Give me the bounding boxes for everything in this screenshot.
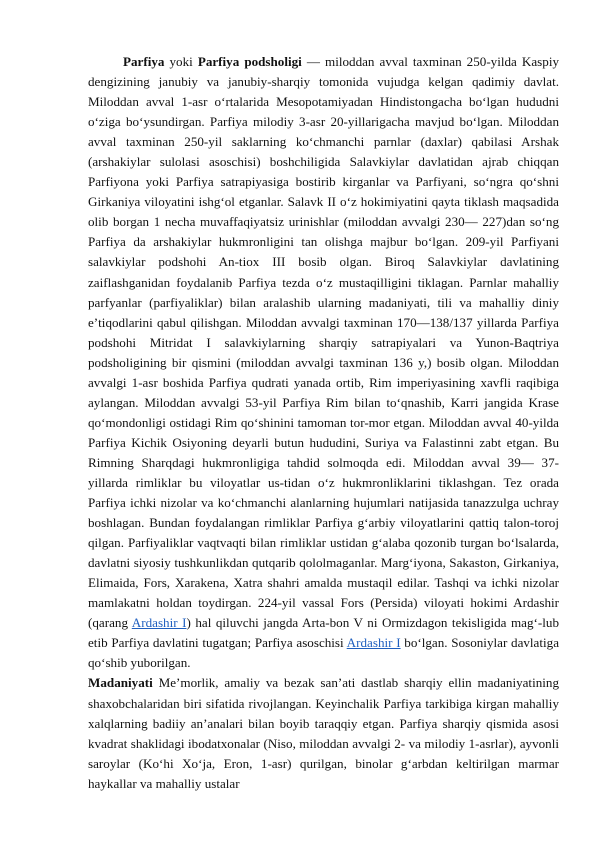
link-ardashir-1[interactable]: Ardashir I <box>131 615 187 631</box>
culture-text: Meʼmorlik, amaliy va bezak sanʼati dastlab sharqiy ellin madaniyatining shaxobchalaridan biri sifatida rivojlangan. Keyinchalik Parfiya tarkibiga kirgan mahalliy xalqlarning badiiy anʼanalari bilan boyib taraqqiy etgan. Parfiya sharqiy qismida asosi kvadrat shaklidagi ibodatxonalar (Niso, miloddan avvalgi 2- va milodiy 1-asrlar), ayvonli saroylar (Koʻhi Xoʻja, Eron, 1-asr) qurilgan, binolar gʻarbdan keltirilgan marmar haykallar va mahalliy ustalar <box>88 675 559 791</box>
link-ardashir-2[interactable]: Ardashir I <box>346 635 401 651</box>
heading-madaniyati: Madaniyati <box>88 675 153 691</box>
term-parfiya: Parfiya <box>123 54 165 69</box>
history-text: — miloddan avval taxminan 250-yilda Kaspiy dengizining janubiy va janubiy-sharqiy tomonida vujudga kelgan qadimiy davlat. Miloddan avval 1-asr oʻrtalarida Mesopotamiyadan Hindistongacha boʻlgan hududni oʻziga boʻysundirgan. Parfiya milodiy 3-asr 20-yillarigacha mavjud boʻlgan. Miloddan avval taxminan 250-yil saklarning koʻchmanchi parnlar (daxlar) qabilasi Arshak (arshakiylar sulolasi asoschisi) boshchiligida Salavkiylar davlatidan ajrab chiqqan Parfiyona yoki Parfiya satrapiyasiga bostirib kirganlar va Parfiyani, soʻngra qoʻshni Girkaniya viloyatini ishgʻol etganlar. Salavk II oʻz hokimiyatini qayta tiklash maqsadida olib borgan 1 necha muvaffaqiyatsiz urinishlar (miloddan avvalgi 230— 227)dan soʻng Parfiya da arshakiylar hukmronligini tan olishga majbur boʻlgan. 209-yil Parfiyani salavkiylar podshohi An-tiox III bosib olgan. Biroq Salavkiylar davlatining zaiflashganidan foydalanib Parfiya tezda oʻz mustaqilligini tiklagan. Parnlar mahalliy parfyanlar (parfiyaliklar) bilan aralashib ularning madaniyati, tili va mahalliy diniy eʼtiqodlarini qabul qilishgan. Miloddan avvalgi taxminan 170—138/137 yillarda Parfiya podshohi Mitridat I salavkiylarning sharqiy satrapiyalari va Yunon-Baqtriya podsholigining bir qismini (miloddan avvalgi taxminan 136 y,) bosib olgan. Miloddan avvalgi 1-asr boshida Parfiya qudrati yanada ortib, Rim imperiyasining xavfli raqibiga aylangan. Miloddan avvalgi 53-yil Parfiya Rim bilan toʻqnashib, Karri jangida Krase qoʻmondonligi ostidagi Rim qoʻshinini tamoman tor-mor etgan. Miloddan avval 40-yilda Parfiya Kichik Osiyoning deyarli butun hududini, Suriya va Falastinni zabt etgan. Bu Rimning Sharqdagi hukmronligiga tahdid solmoqda edi. Miloddan avval 39— 37-yillarda rimliklar bu viloyatlar us-tidan oʻz hukmronliklarini tiklashgan. Tez orada Parfiya ichki nizolar va koʻchmanchi alanlarning hujumlari natijasida tanazzulga uchray boshlagan. Bundan foydalangan rimliklar Parfiya gʻarbiy viloyatlarini qattiq talon-toroj qilgan. Parfiyaliklar vaqtvaqti bilan rimliklar ustidan gʻalaba qozonib turgan boʻlsalarda, davlatni siyosiy tushkunlikdan qutqarib qololmaganlar. Margʻiyona, Sakaston, Girkaniya, Elimaida, Fors, Xarakena, Xatra shahri amalda mustaqil edilar. Tashqi va ichki nizolar mamlakatni holdan toydirgan. 224-yil vassal Fors (Persida) viloyati hokimi Ardashir (qarang <box>88 54 560 631</box>
history-paragraph <box>88 52 559 673</box>
term-parfiya-podsholigi: Parfiya podsholigi <box>197 54 302 69</box>
document-page <box>88 52 559 794</box>
text-segment: yoki <box>164 54 198 69</box>
history-text-cont: ) hal qiluvchi jangda Arta-bon V ni Ormizdagon tekisligida magʻ-lub etib Parfiya davlatini tugatgan; Parfiya asoschisi <box>88 615 559 651</box>
culture-paragraph <box>88 673 559 793</box>
history-text-end: boʻlgan. Sosoniylar davlatiga qoʻshib yuborilgan. <box>88 635 560 671</box>
